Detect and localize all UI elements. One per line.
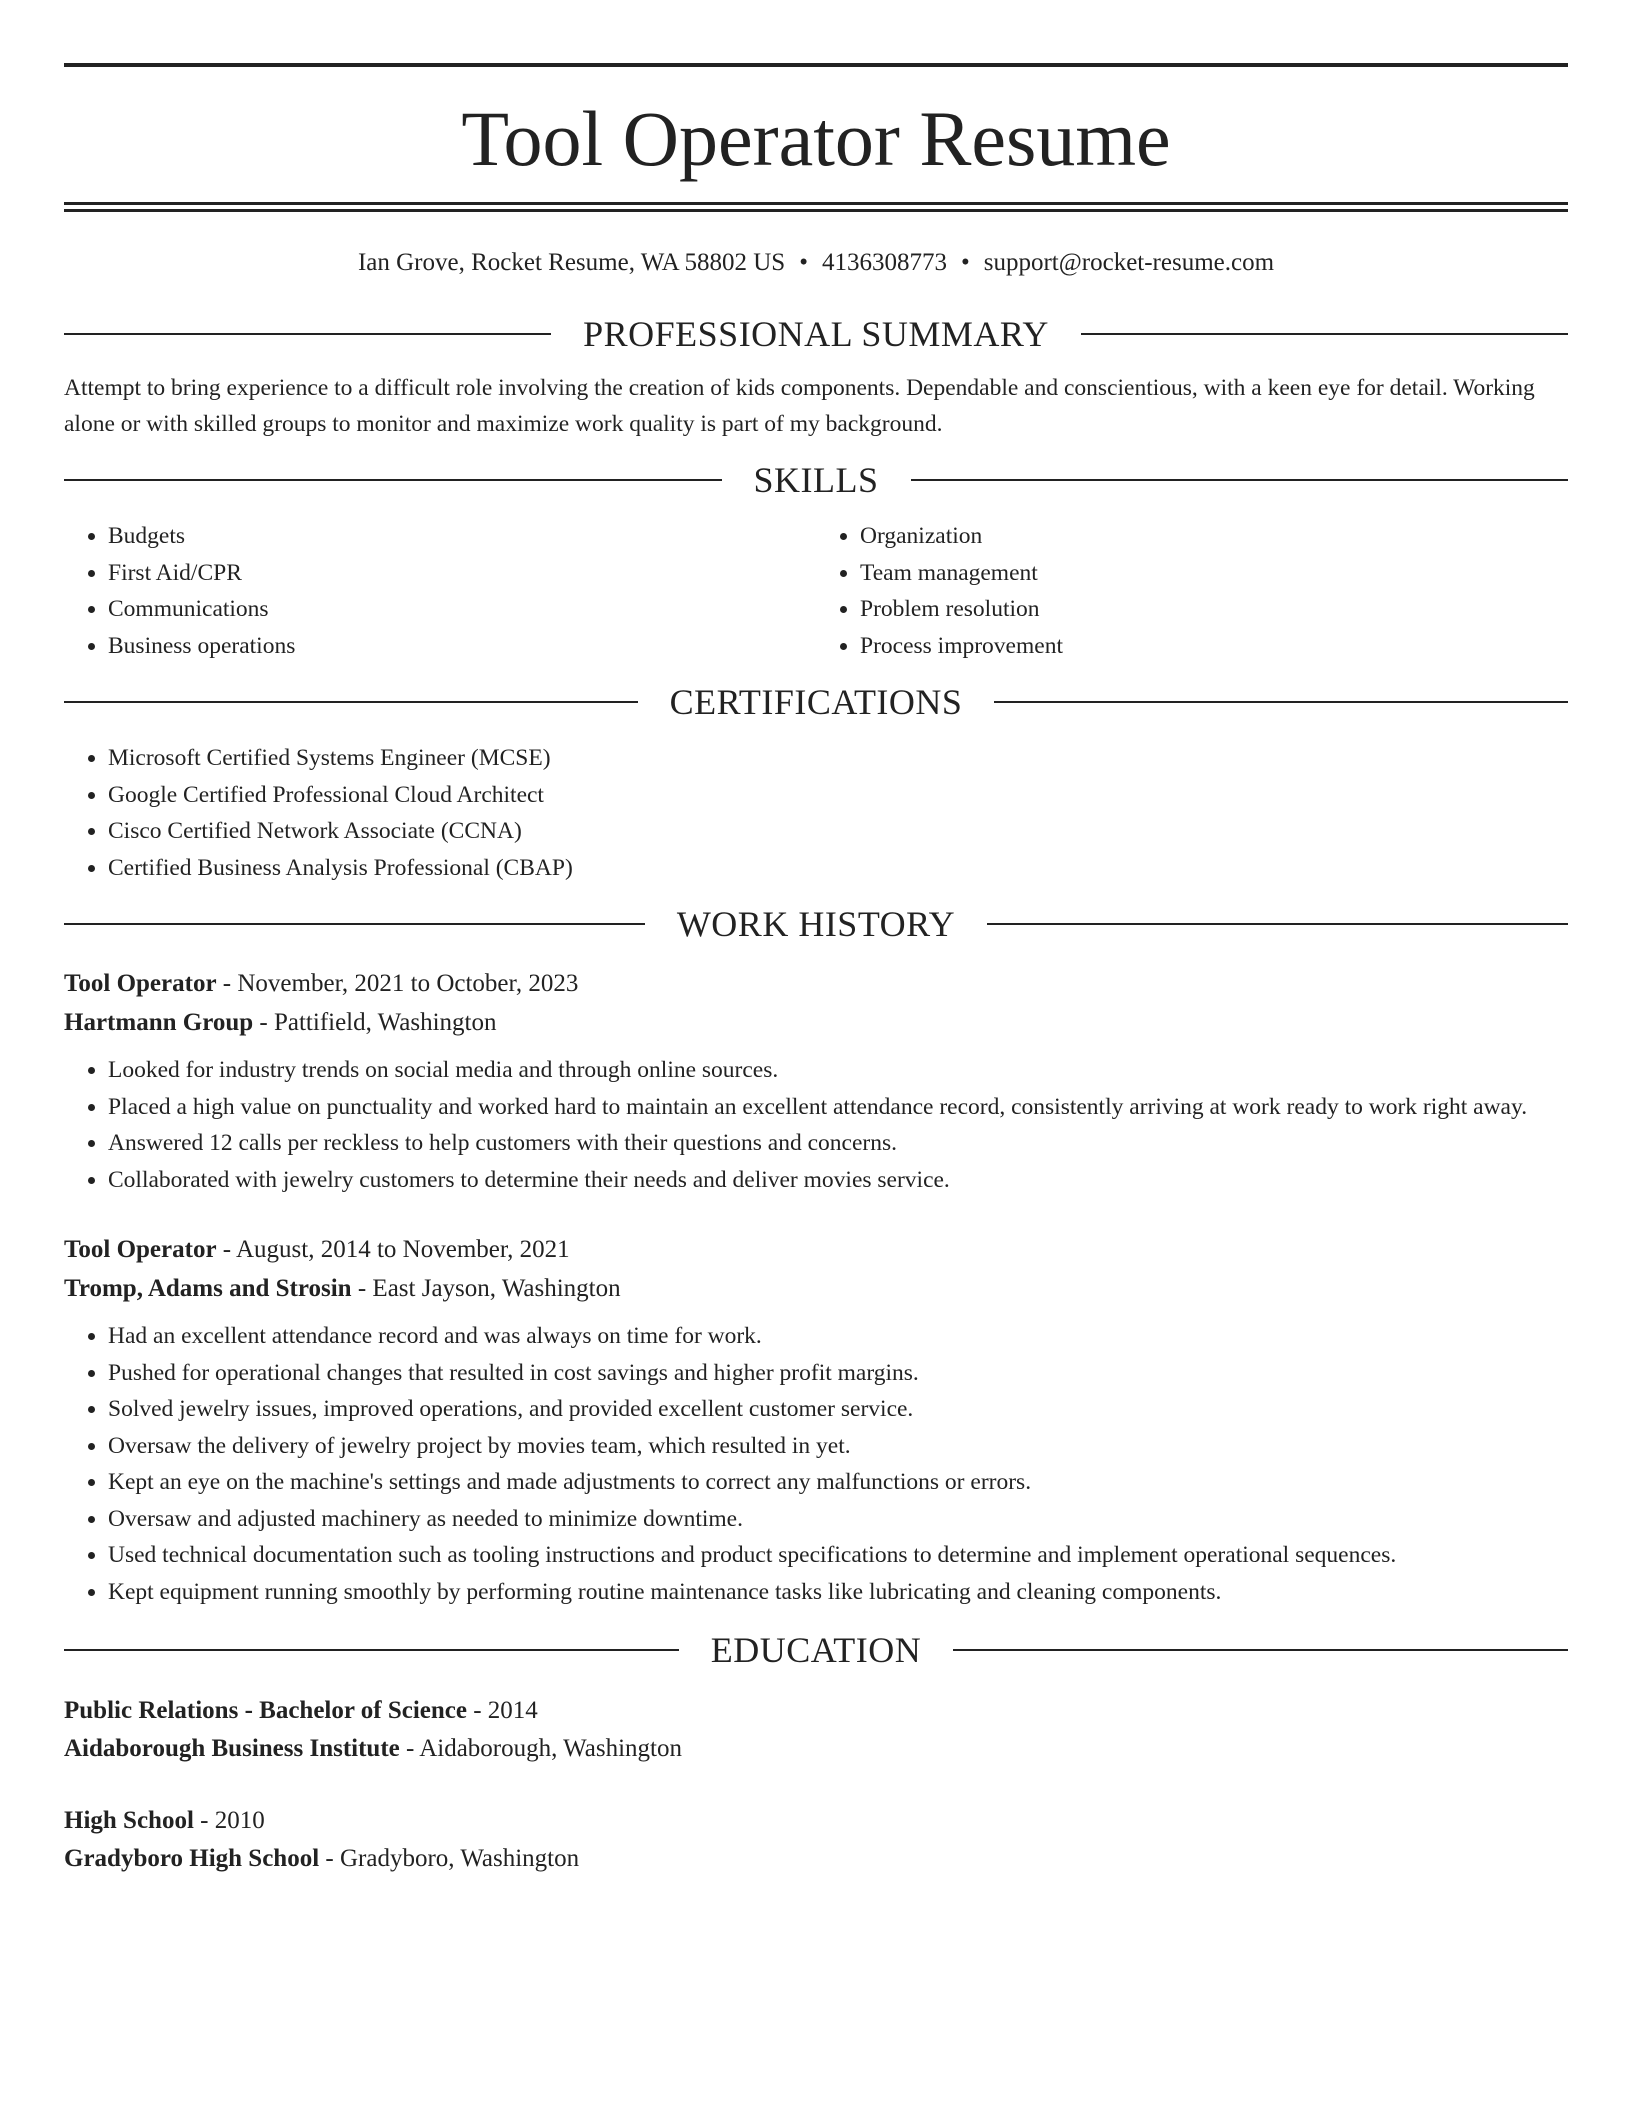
- section-title: WORK HISTORY: [676, 904, 956, 944]
- certification-item: • Certified Business Analysis Professional (CBAP): [108, 850, 1568, 887]
- skills-column-left: [64, 518, 816, 664]
- certification-item: • Cisco Certified Network Associate (CCNA): [108, 813, 1568, 850]
- heading-rule: [64, 701, 638, 703]
- job-bullets: [64, 1318, 1568, 1610]
- job-bullet: • Pushed for operational changes that resulted in cost savings and higher profit margins.: [108, 1355, 1568, 1392]
- job-bullet: • Answered 12 calls per reckless to help customers with their questions and concerns.: [108, 1125, 1568, 1162]
- education-degree: Public Relations - Bachelor of Science: [64, 1697, 467, 1724]
- education-degree-line: [64, 1692, 1568, 1730]
- section-title: SKILLS: [753, 460, 879, 500]
- top-rule: [64, 63, 1568, 67]
- section-heading-education: [64, 1628, 1568, 1672]
- education-school: Aidaborough Business Institute: [64, 1735, 400, 1762]
- education-location: - Gradyboro, Washington: [319, 1845, 580, 1872]
- job-dates: - August, 2014 to November, 2021: [216, 1236, 570, 1263]
- section-heading-work-history: [64, 902, 1568, 946]
- heading-rule: [64, 1649, 679, 1651]
- certification-item: • Google Certified Professional Cloud Architect: [108, 777, 1568, 814]
- education-school-line: [64, 1840, 1568, 1878]
- job-location: - East Jayson, Washington: [351, 1275, 621, 1302]
- heading-rule: [1081, 333, 1568, 335]
- job-company-line: [64, 1003, 1568, 1042]
- job-title: Tool Operator: [64, 1236, 217, 1263]
- job-title: Tool Operator: [64, 970, 217, 997]
- section-heading-summary: [64, 312, 1568, 356]
- heading-rule: [953, 1649, 1568, 1651]
- skill-item: • Organization: [860, 518, 1568, 555]
- resume-title: Tool Operator Resume: [461, 95, 1171, 182]
- skills-list: [64, 518, 1568, 664]
- job-title-line: [64, 964, 1568, 1003]
- job-company: Hartmann Group: [64, 1009, 254, 1036]
- contact-phone: 4136308773: [821, 249, 947, 276]
- section-title: EDUCATION: [710, 1630, 922, 1670]
- job-entry: [64, 964, 1568, 1198]
- heading-rule: [987, 923, 1568, 925]
- education-school: Gradyboro High School: [64, 1845, 320, 1872]
- education-school-line: [64, 1730, 1568, 1768]
- job-bullet: • Looked for industry trends on social media and through online sources.: [108, 1052, 1568, 1089]
- skill-item: • Problem resolution: [860, 591, 1568, 628]
- contact-separator: •: [799, 249, 808, 276]
- certification-item: • Microsoft Certified Systems Engineer (MCSE): [108, 740, 1568, 777]
- heading-rule: [64, 479, 722, 481]
- job-bullet: • Solved jewelry issues, improved operations, and provided excellent customer service.: [108, 1391, 1568, 1428]
- education-entry: [64, 1802, 1568, 1878]
- skill-item: • Communications: [108, 591, 816, 628]
- job-entry: [64, 1230, 1568, 1610]
- education-degree: High School: [64, 1807, 194, 1834]
- section-title: PROFESSIONAL SUMMARY: [583, 314, 1049, 354]
- skill-item: • Team management: [860, 555, 1568, 592]
- education-location: - Aidaborough, Washington: [399, 1735, 682, 1762]
- contact-separator: •: [960, 249, 970, 276]
- skill-item: • First Aid/CPR: [108, 555, 816, 592]
- job-dates: - November, 2021 to October, 2023: [216, 970, 579, 997]
- job-bullet: • Oversaw the delivery of jewelry project by movies team, which resulted in yet.: [108, 1428, 1568, 1465]
- job-bullet: • Oversaw and adjusted machinery as needed to minimize downtime.: [108, 1501, 1568, 1538]
- heading-rule: [911, 479, 1569, 481]
- title-double-rule: [64, 202, 1568, 212]
- summary-text: Attempt to bring experience to a difficult role involving the creation of kids components. Dependable and conscientious, with a keen eye for detail. Working alone or with skilled groups to monitor and maximize work quality is part of my background.: [64, 375, 1535, 437]
- section-heading-skills: [64, 458, 1568, 502]
- contact-line: [64, 248, 1568, 278]
- job-bullet: • Kept an eye on the machine's settings and made adjustments to correct any malfunctions or errors.: [108, 1464, 1568, 1501]
- heading-rule: [64, 333, 551, 335]
- skills-column-right: [816, 518, 1568, 664]
- job-company: Tromp, Adams and Strosin: [64, 1275, 352, 1302]
- job-bullet: • Kept equipment running smoothly by performing routine maintenance tasks like lubricating and cleaning components.: [108, 1574, 1568, 1611]
- certifications-list: [64, 740, 1568, 886]
- job-bullet: • Placed a high value on punctuality and worked hard to maintain an excellent attendance record, consistently arriving at work ready to work right away.: [108, 1089, 1568, 1126]
- education-year: - 2014: [466, 1697, 538, 1724]
- job-company-line: [64, 1269, 1568, 1308]
- contact-address: Ian Grove, Rocket Resume, WA 58802 US: [357, 249, 786, 276]
- skill-item: • Process improvement: [860, 628, 1568, 665]
- education-entry: [64, 1692, 1568, 1768]
- job-title-line: [64, 1230, 1568, 1269]
- education-year: - 2010: [193, 1807, 265, 1834]
- contact-email: support@rocket-resume.com: [983, 249, 1275, 276]
- section-heading-certifications: [64, 680, 1568, 724]
- job-location: - Pattifield, Washington: [253, 1009, 497, 1036]
- job-bullet: • Collaborated with jewelry customers to determine their needs and deliver movies service.: [108, 1162, 1568, 1199]
- education-degree-line: [64, 1802, 1568, 1840]
- skill-item: • Business operations: [108, 628, 816, 665]
- heading-rule: [994, 701, 1568, 703]
- job-bullets: [64, 1052, 1568, 1198]
- job-bullet: • Used technical documentation such as tooling instructions and product specifications to determine and implement operational sequences.: [108, 1537, 1568, 1574]
- section-title: CERTIFICATIONS: [669, 682, 963, 722]
- skill-item: • Budgets: [108, 518, 816, 555]
- heading-rule: [64, 923, 645, 925]
- job-bullet: • Had an excellent attendance record and was always on time for work.: [108, 1318, 1568, 1355]
